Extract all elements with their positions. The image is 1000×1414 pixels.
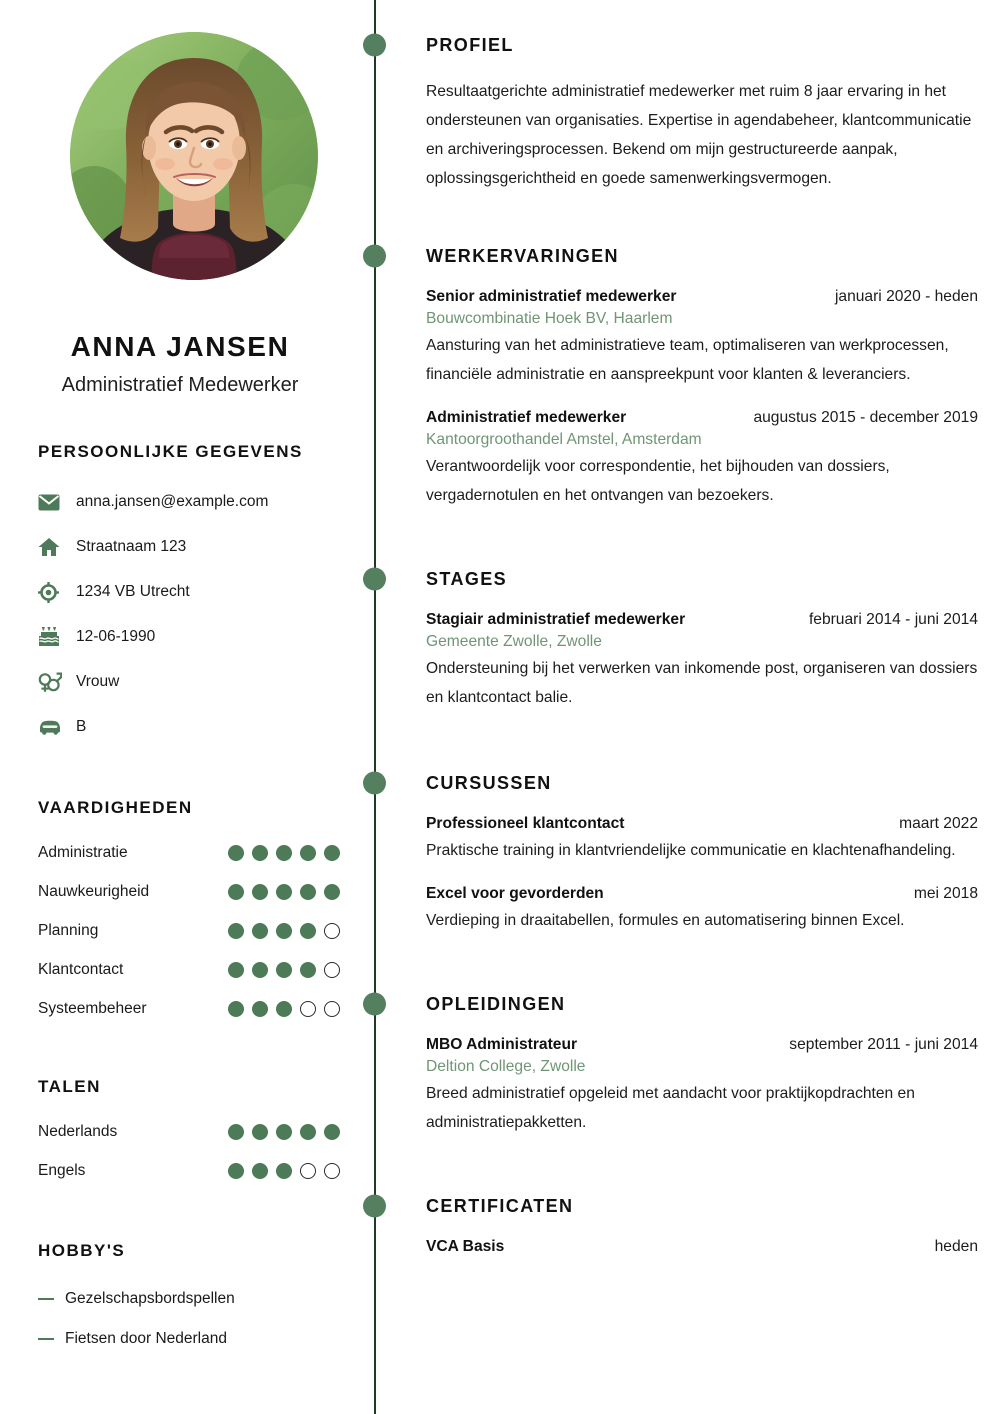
hobbies-list	[38, 1279, 340, 1359]
course-entry	[426, 885, 978, 935]
entry-description: Praktische training in klantvriendelijke communicatie en klachtenafhandeling.	[426, 842, 956, 859]
rating-dot-filled	[276, 923, 292, 939]
personal-details-heading: PERSOONLIJKE GEGEVENS	[38, 441, 303, 461]
course-entry	[426, 815, 978, 865]
portrait-photo	[70, 32, 318, 280]
entry-header	[426, 288, 978, 306]
rating-dot-filled	[300, 923, 316, 939]
rating-dot-filled	[276, 962, 292, 978]
contact-item-address	[38, 525, 340, 570]
entry-date: augustus 2015 - december 2019	[753, 409, 978, 426]
rating-dot-filled	[252, 923, 268, 939]
cursussen-heading: CURSUSSEN	[426, 772, 552, 793]
section-opleidingen	[426, 989, 978, 1137]
list-item	[38, 873, 340, 912]
entry-description: Verdieping in draaitabellen, formules en automatisering binnen Excel.	[426, 912, 905, 929]
entry-header	[426, 611, 978, 629]
languages-list	[38, 1113, 340, 1191]
list-item	[38, 1113, 340, 1152]
entry-description: Aansturing van het administratieve team, optimaliseren van werkprocessen, financiële administratie en aanspreekpunt voor klanten & leveranciers.	[426, 337, 949, 383]
rating-dot-filled	[252, 1163, 268, 1179]
skill-rating	[228, 884, 340, 900]
rating-dot-filled	[300, 1124, 316, 1140]
internship-entry	[426, 611, 978, 712]
rating-dot-filled	[228, 1124, 244, 1140]
entry-title: Excel voor gevorderden	[426, 885, 604, 902]
rating-dot-filled	[228, 1163, 244, 1179]
rating-dot-filled	[228, 1001, 244, 1017]
skill-rating	[228, 1001, 340, 1017]
section-profiel	[426, 30, 978, 193]
hobbies-heading: HOBBY'S	[38, 1240, 126, 1260]
timeline-dot-icon	[363, 34, 386, 57]
location-target-icon	[38, 582, 68, 603]
entry-header	[426, 1036, 978, 1054]
entry-date: maart 2022	[899, 815, 978, 832]
rating-dot-filled	[252, 1124, 268, 1140]
rating-dot-filled	[276, 884, 292, 900]
contact-value: 12-06-1990	[76, 628, 156, 646]
section-header	[426, 30, 978, 60]
language-label: Engels	[38, 1162, 86, 1180]
entry-organisation: Deltion College, Zwolle	[426, 1058, 586, 1075]
entry-header	[426, 409, 978, 427]
experience-entry	[426, 288, 978, 389]
rating-dot-filled	[276, 1001, 292, 1017]
list-item	[38, 912, 340, 951]
sidebar	[0, 0, 360, 1414]
skill-rating	[228, 845, 340, 861]
skill-rating	[228, 962, 340, 978]
dash-icon	[38, 1298, 54, 1300]
section-header	[426, 564, 978, 594]
list-item	[38, 834, 340, 873]
opleidingen-heading: OPLEIDINGEN	[426, 993, 566, 1014]
entry-organisation: Gemeente Zwolle, Zwolle	[426, 633, 602, 650]
section-body	[426, 1238, 978, 1256]
certificaten-heading: CERTIFICATEN	[426, 1195, 574, 1216]
gender-icon	[38, 672, 68, 693]
entry-date: januari 2020 - heden	[834, 288, 978, 305]
main-content	[374, 0, 1000, 1414]
entry-description: Verantwoordelijk voor correspondentie, het bijhouden van dossiers, vergadernotulen en het ontvangen van bezoekers.	[426, 458, 890, 504]
rating-dot-filled	[324, 1124, 340, 1140]
profiel-text: Resultaatgerichte administratief medewerker met ruim 8 jaar ervaring in het ondersteunen van organisaties. Expertise in agendabeheer, klantcommunicatie en archiveringsprocessen. Bekend om mijn gestructureerde aanpak, oplossingsgerichtheid en goede samenwerkingsvermogen.	[426, 83, 972, 187]
list-item	[38, 990, 340, 1029]
entry-title: Administratief medewerker	[426, 409, 627, 426]
rating-dot-filled	[252, 884, 268, 900]
rating-dot-filled	[300, 962, 316, 978]
envelope-icon	[38, 494, 68, 511]
rating-dot-filled	[324, 845, 340, 861]
skills-list	[38, 834, 340, 1029]
list-item	[38, 1319, 340, 1359]
timeline-dot-icon	[363, 993, 386, 1016]
rating-dot-filled	[276, 1163, 292, 1179]
skill-label: Klantcontact	[38, 961, 124, 979]
avatar	[70, 32, 318, 280]
timeline-dot-icon	[363, 568, 386, 591]
section-certificaten	[426, 1191, 978, 1256]
rating-dot-filled	[252, 845, 268, 861]
hobby-label: Gezelschapsbordspellen	[65, 1289, 235, 1307]
rating-dot-empty	[300, 1163, 316, 1179]
contact-value: B	[76, 718, 87, 736]
rating-dot-filled	[300, 845, 316, 861]
job-title: Administratief Medewerker	[61, 373, 299, 396]
rating-dot-filled	[228, 962, 244, 978]
hobby-label: Fietsen door Nederland	[65, 1329, 227, 1347]
entry-header	[426, 885, 978, 903]
section-body	[426, 77, 978, 193]
contact-item-birthdate	[38, 615, 340, 660]
section-body	[426, 611, 978, 712]
contact-value: Vrouw	[76, 673, 120, 691]
skill-label: Nauwkeurigheid	[38, 883, 150, 901]
contact-value: anna.jansen@example.com	[76, 493, 269, 511]
stages-heading: STAGES	[426, 568, 508, 589]
section-stages	[426, 564, 978, 712]
rating-dot-empty	[324, 1001, 340, 1017]
list-item	[38, 1152, 340, 1191]
rating-dot-filled	[252, 1001, 268, 1017]
skill-rating	[228, 923, 340, 939]
section-personal-details	[38, 442, 340, 750]
contact-item-city	[38, 570, 340, 615]
section-hobbies	[38, 1241, 340, 1359]
language-label: Nederlands	[38, 1123, 118, 1141]
rating-dot-filled	[228, 845, 244, 861]
rating-dot-empty	[324, 1163, 340, 1179]
timeline-dot-icon	[363, 245, 386, 268]
section-body	[426, 815, 978, 935]
rating-dot-filled	[300, 884, 316, 900]
contact-item-email	[38, 480, 340, 525]
dash-icon	[38, 1338, 54, 1340]
skill-label: Administratie	[38, 844, 128, 862]
entry-title: MBO Administrateur	[426, 1036, 578, 1053]
rating-dot-filled	[228, 884, 244, 900]
education-entry	[426, 1036, 978, 1137]
contact-value: Straatnaam 123	[76, 538, 187, 556]
section-werkervaringen	[426, 241, 978, 510]
contact-value: 1234 VB Utrecht	[76, 583, 190, 601]
entry-title: Senior administratief medewerker	[426, 288, 677, 305]
entry-description: Ondersteuning bij het verwerken van inkomende post, organiseren van dossiers en klantcontact balie.	[426, 660, 978, 706]
section-header	[426, 989, 978, 1019]
contact-item-gender	[38, 660, 340, 705]
skill-label: Systeembeheer	[38, 1000, 147, 1018]
skills-heading: VAARDIGHEDEN	[38, 797, 193, 817]
rating-dot-filled	[252, 962, 268, 978]
certificate-entry	[426, 1238, 978, 1256]
experience-entry	[426, 409, 978, 510]
language-rating	[228, 1124, 340, 1140]
entry-date: mei 2018	[913, 885, 978, 902]
entry-header	[426, 815, 978, 833]
skill-label: Planning	[38, 922, 99, 940]
section-cursussen	[426, 768, 978, 935]
entry-organisation: Kantoorgroothandel Amstel, Amsterdam	[426, 431, 702, 448]
section-body	[426, 288, 978, 510]
entry-date: september 2011 - juni 2014	[789, 1036, 978, 1053]
list-item	[38, 951, 340, 990]
language-rating	[228, 1163, 340, 1179]
profiel-heading: PROFIEL	[426, 34, 514, 55]
languages-heading: TALEN	[38, 1076, 101, 1096]
section-body	[426, 1036, 978, 1137]
section-header	[426, 241, 978, 271]
section-header	[426, 1191, 978, 1221]
werkervaringen-heading: WERKERVARINGEN	[426, 245, 619, 266]
entry-organisation: Bouwcombinatie Hoek BV, Haarlem	[426, 310, 673, 327]
rating-dot-filled	[324, 884, 340, 900]
entry-title: VCA Basis	[426, 1238, 505, 1255]
entry-date: heden	[934, 1238, 978, 1255]
car-icon	[38, 719, 68, 735]
contact-item-drivers-license	[38, 705, 340, 750]
entry-title: Stagiair administratief medewerker	[426, 611, 686, 628]
timeline-dot-icon	[363, 772, 386, 795]
rating-dot-filled	[276, 845, 292, 861]
home-icon	[38, 537, 68, 557]
timeline-dot-icon	[363, 1195, 386, 1218]
rating-dot-empty	[324, 962, 340, 978]
entry-title: Professioneel klantcontact	[426, 815, 625, 832]
section-header	[426, 768, 978, 798]
contact-list	[38, 480, 340, 750]
entry-date: februari 2014 - juni 2014	[808, 611, 978, 628]
entry-header	[426, 1238, 978, 1256]
page-title: ANNA JANSEN	[70, 331, 290, 362]
section-languages	[38, 1077, 340, 1191]
list-item	[38, 1279, 340, 1319]
entry-description: Breed administratief opgeleid met aandacht voor praktijkopdrachten en administratiepakketten.	[426, 1085, 915, 1131]
rating-dot-empty	[300, 1001, 316, 1017]
rating-dot-filled	[228, 923, 244, 939]
section-skills	[38, 798, 340, 1029]
rating-dot-empty	[324, 923, 340, 939]
rating-dot-filled	[276, 1124, 292, 1140]
birthday-cake-icon	[38, 627, 68, 647]
